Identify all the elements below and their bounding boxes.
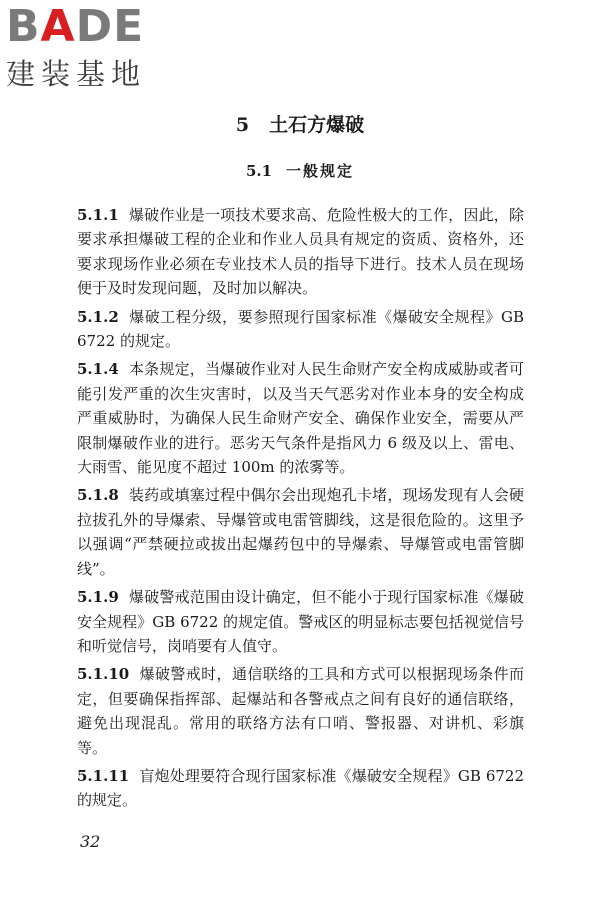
clause-number: 5.1.11 (77, 766, 130, 785)
clause-text: 爆破工程分级，要参照现行国家标准《爆破安全规程》GB 6722 的规定。 (77, 307, 524, 351)
logo-wordmark (6, 1, 176, 52)
clause-text: 本条规定，当爆破作业对人民生命财产安全构成威胁或者可能引发严重的次生灾害时，以及当天气恶劣对作业本身的安全构成严重威胁时，为确保人民生命财产安全、确保作业安全，需要从严限制爆破作业的进行。恶劣天气条件是指风力 6 级及以上、雷电、大雨雪、能见度不超过 100m 的浓雾等。 (77, 360, 524, 477)
brand-logo (6, 1, 186, 91)
chapter-title-text: 土石方爆破 (269, 114, 365, 136)
clause-text: 爆破警戒范围由设计确定，但不能小于现行国家标准《爆破安全规程》GB 6722 的规定值。警戒区的明显标志要包括视觉信号和听觉信号，岗哨要有人值守。 (77, 588, 524, 655)
logo-letter: D (75, 1, 114, 52)
clause-text: 爆破作业是一项技术要求高、危险性极大的工作，因此，除要求承担爆破工程的企业和作业人员具有规定的资质、资格外，还要求现场作业必须在专业技术人员的指导下进行。技术人员在现场便于及时发现问题，及时加以解决。 (77, 206, 524, 298)
clause-number: 5.1.1 (77, 206, 119, 224)
chapter-title (0, 112, 600, 138)
clause-text: 盲炮处理要符合现行国家标准《爆破安全规程》GB 6722 的规定。 (77, 766, 524, 810)
logo-letter: A (40, 1, 76, 52)
section-number: 5.1 (245, 162, 273, 180)
logo-subtitle: 建装基地 (6, 57, 147, 91)
logo-letter: B (6, 1, 41, 52)
clause (77, 585, 524, 658)
clause (77, 662, 524, 760)
clause-number: 5.1.8 (77, 486, 119, 505)
section-title (0, 160, 600, 182)
clause (77, 203, 524, 301)
clause-number: 5.1.10 (77, 665, 130, 684)
chapter-number: 5 (235, 114, 250, 136)
clause (77, 764, 524, 813)
page-number: 32 (80, 832, 101, 851)
clause (77, 305, 524, 354)
logo-letter: E (113, 1, 145, 52)
clause (77, 483, 524, 581)
clause-list (77, 203, 524, 817)
clause-number: 5.1.9 (77, 588, 119, 607)
clause-number: 5.1.2 (77, 307, 119, 326)
clause (77, 357, 524, 479)
section-title-text: 一般规定 (286, 162, 355, 180)
clause-text: 爆破警戒时，通信联络的工具和方式可以根据现场条件而定，但要确保指挥部、起爆站和各警戒点之间有良好的通信联络，避免出现混乱。常用的联络方法有口哨、警报器、对讲机、彩旗等。 (77, 665, 524, 757)
clause-text: 装药或填塞过程中偶尔会出现炮孔卡堵，现场发现有人会硬拉拔孔外的导爆索、导爆管或电雷管脚线，这是很危险的。这里予以强调“严禁硬拉或拔出起爆药包中的导爆索、导爆管或电雷管脚线”。 (77, 486, 524, 578)
clause-number: 5.1.4 (77, 360, 119, 379)
